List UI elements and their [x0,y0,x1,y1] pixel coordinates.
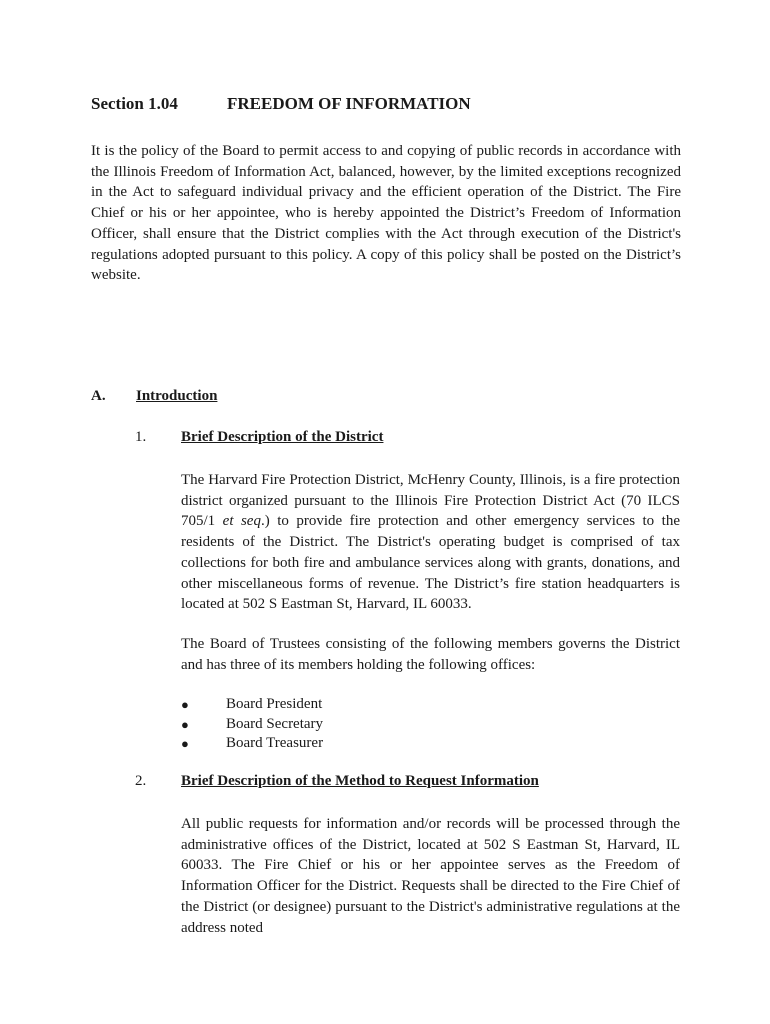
office-label: Board Secretary [226,715,324,732]
board-description-paragraph: The Board of Trustees consisting of the following members governs the District and has three of its members holding the following offices: [181,636,680,673]
part-a-title: Introduction [136,388,218,404]
item-2-number: 2. [135,773,147,789]
district-description-paragraph [181,470,680,615]
list-item [181,695,323,715]
district-description-italic: et seq [222,513,261,530]
section-title: FREEDOM OF INFORMATION [227,94,471,113]
request-method-paragraph: All public requests for information and/or records will be processed through the administrative offices of the District, located at 502 S Eastman St, Harvard, IL 60033. The Fire Chief or his or her appointee serves as the Freedom of Information Officer for the District. Requests shall be directed to the Fire Chief of the District (or designee) pursuant to the District's administrative regulations at the address noted [181,816,680,936]
office-label: Board Treasurer [226,735,324,751]
district-description-text-start: The Harvard Fire Protection District, McHenry County, Illinois, is a fire protection district organized pursuant to the Illinois Fire Protection District Act (70 ILCS 705/1 [181,472,680,530]
item-2-title: Brief Description of the Method to Request Information [181,773,539,789]
bullet-icon: ● [181,736,189,751]
district-description-text-end: .) to provide fire protection and other emergency services to the residents of the District. The District's operating budget is comprised of tax collections for both fire and ambulance services along with grants, donations, and other miscellaneous forms of revenue. The District’s fire station headquarters is located at 502 S Eastman St, Harvard, IL 60033. [181,513,680,613]
item-1-title: Brief Description of the District [181,429,384,445]
item-1-number: 1. [135,429,147,445]
list-item [181,734,323,754]
office-label: Board President [226,696,323,712]
part-a-letter: A. [91,388,106,404]
bullet-icon: ● [181,716,189,732]
offices-list [181,695,323,754]
policy-paragraph: It is the policy of the Board to permit access to and copying of public records in accordance with the Illinois Freedom of Information Act, balanced, however, by the limited exceptions recognized in the Act to safeguard individual privacy and the efficient operation of the District. The Fire Chief or his or her appointee, who is hereby appointed the District’s Freedom of Information Officer, shall ensure that the District complies with the Act through execution of the District's regulations adopted pursuant to this policy. A copy of this policy shall be posted on the District’s website. [91,143,681,284]
section-number: Section 1.04 [91,94,178,113]
bullet-icon: ● [181,697,189,712]
list-item [181,715,323,735]
